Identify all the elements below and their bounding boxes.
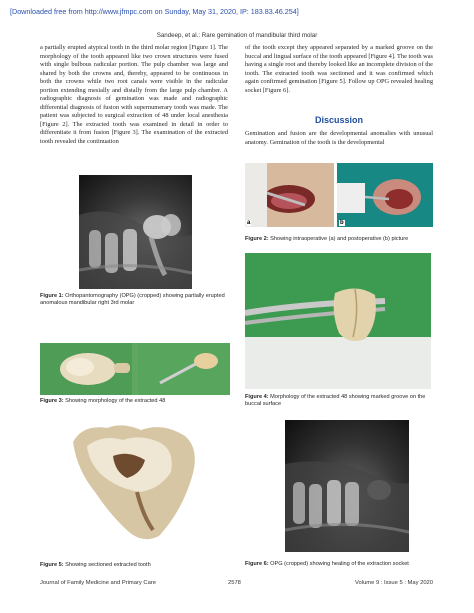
running-title: Sandeep, et al.: Rare gemination of mandibular third molar <box>156 32 318 39</box>
extracted-tooth-photos <box>40 343 230 395</box>
sectioned-tooth-photo <box>63 420 207 544</box>
figure-2-caption <box>245 236 435 243</box>
figure-1-image <box>79 175 192 289</box>
figure-5-caption-text: Showing sectioned extracted tooth <box>63 562 151 568</box>
figure-2-panel-a-label: a <box>247 220 251 226</box>
left-column-text: a partially erupted atypical tooth in the third molar region [Figure 1]. The morphology of the tooth appeared like two crown structures were fused with single bulbous radicular portion. The pulp chamber was large and shared by both the crowns and, thereby, appeared to be continuous in both the crowns while two root canals were visible in the radicular portion extending mesially and distally from the large pulp chamber. A radiographic diagnosis of gemination was made and radiographic differential diagnosis of fusion with supernumerary tooth was made. The patient was subjected to surgical extraction of 48 under local anesthesia [Figure 2]. The extracted tooth was examined in detail in order to differentiate it from fusion [Figure 3]. The examination of the extracted tooth revealed the continuation <box>40 44 228 146</box>
figure-4-image <box>245 253 431 389</box>
figure-6-label: Figure 6: <box>245 561 269 567</box>
right-column-text: of the tooth except they appeared separated by a marked groove on the buccal and lingual surface of the tooth appeared [Figure 4]. The tooth was having a single root and thereby looked like an incomplete division of the tooth. The extracted tooth was sectioned and it was confirmed which again confirmed gemination [Figure 5]. Follow up OPG revealed healing socket [Figure 6]. <box>245 44 433 94</box>
download-notice[interactable]: [Downloaded free from http://www.jfmpc.com on Sunday, May 31, 2020, IP: 183.83.46.254] <box>10 7 299 16</box>
figure-5-image <box>63 420 207 544</box>
figure-4-label: Figure 4: <box>245 394 269 400</box>
figure-1-caption-text: Orthopantomography (OPG) (cropped) showing partially erupted anomalous mandibular right 3rd molar <box>40 293 225 306</box>
figure-5-label: Figure 5: <box>40 562 64 568</box>
opg-radiograph-figure <box>79 175 192 289</box>
figure-6-caption-text: OPG (cropped) showing healing of the extraction socket <box>268 561 409 567</box>
tooth-forceps-photo <box>245 253 431 389</box>
figure-2-caption-text: Showing intraoperative (a) and postoperative (b) picture <box>268 236 409 242</box>
figure-2-panel-b <box>337 163 433 227</box>
figure-5-caption <box>40 562 230 569</box>
figure-6-image <box>285 420 409 552</box>
figure-3-label: Figure 3: <box>40 398 64 404</box>
figure-2-panel-a <box>245 163 334 227</box>
figure-3-image <box>40 343 230 395</box>
footer-issue: Volume 9 : Issue 5 : May 2020 <box>355 580 433 586</box>
figure-1-label: Figure 1: <box>40 293 64 299</box>
discussion-text: Gemination and fusion are the developmental anomalies with unusual anatomy. Gemination of the tooth is the developmental <box>245 130 433 146</box>
intraoperative-photo <box>245 163 334 227</box>
figure-4-caption <box>245 394 435 408</box>
footer-journal: Journal of Family Medicine and Primary Care <box>40 580 156 586</box>
figure-2-label: Figure 2: <box>245 236 269 242</box>
footer-page-number: 2578 <box>228 580 241 586</box>
postoperative-photo <box>337 163 433 227</box>
figure-1-caption <box>40 293 230 307</box>
figure-6-caption <box>245 561 435 568</box>
figure-4-caption-text: Morphology of the extracted 48 showing marked groove on the buccal surface <box>245 394 426 407</box>
figure-3-caption <box>40 398 230 405</box>
figure-3-caption-text: Showing morphology of the extracted 48 <box>63 398 166 404</box>
discussion-heading: Discussion <box>314 115 363 125</box>
followup-opg-radiograph <box>285 420 409 552</box>
figure-2-panel-b-label: b <box>340 220 344 226</box>
